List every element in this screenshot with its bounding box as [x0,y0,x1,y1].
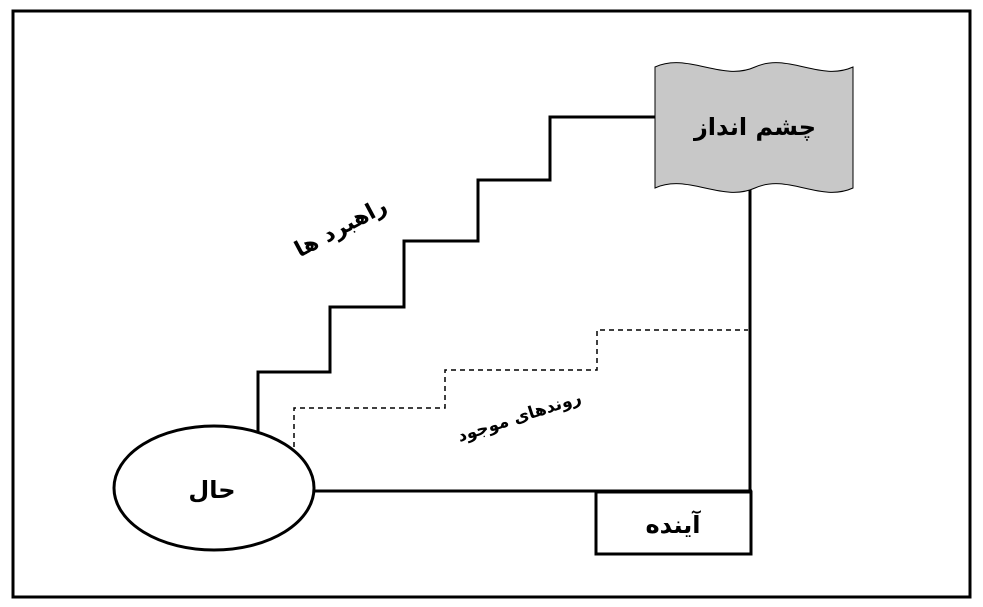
present-label: حال [188,476,236,504]
strategies-label: راهبرد ها [290,193,392,263]
current-trends-label: روندهای موجود [454,387,584,447]
vision-label: چشم انداز [693,113,817,141]
future-label: آینده [645,511,701,539]
